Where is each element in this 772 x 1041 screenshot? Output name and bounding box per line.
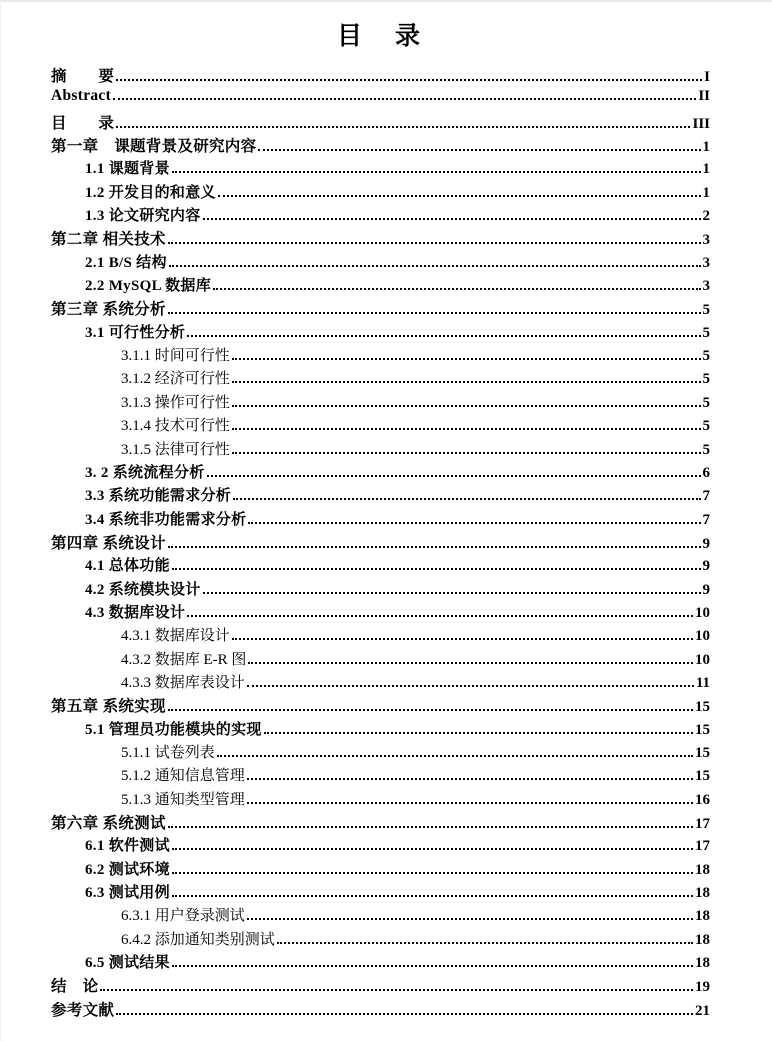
toc-entry-label: 6.2 测试环境 <box>85 861 170 878</box>
toc-entry-page: 17 <box>695 838 710 855</box>
toc-entry-label: 1.1 课题背景 <box>85 161 170 178</box>
toc-entry[interactable] <box>51 87 710 110</box>
dot-leader <box>187 615 693 617</box>
dot-leader <box>168 242 701 244</box>
dot-leader <box>168 826 693 828</box>
toc-entry[interactable] <box>51 111 710 134</box>
dot-leader <box>248 522 700 524</box>
dot-leader <box>100 989 693 991</box>
toc-entry-label: 5.1.1 试卷列表 <box>121 744 215 761</box>
toc-entry-page: 6 <box>702 464 710 481</box>
toc-entry[interactable] <box>51 251 710 274</box>
dot-leader <box>232 428 701 430</box>
dot-leader <box>264 732 693 734</box>
toc-entry[interactable] <box>51 64 710 87</box>
toc-entry-label: 5.1.2 通知信息管理 <box>121 768 245 785</box>
toc-entry-label: 3.1.2 经济可行性 <box>121 371 230 388</box>
toc-entry-label: 3.1.3 操作可行性 <box>121 394 230 411</box>
toc-entry-label: 第二章 相关技术 <box>51 231 166 249</box>
dot-leader <box>168 709 693 711</box>
toc-entry-label: 6.3 测试用例 <box>85 885 170 902</box>
toc-entry[interactable] <box>51 928 710 951</box>
toc-entry-label: 6.3.1 用户登录测试 <box>121 908 245 925</box>
toc-entry-label: 结 论 <box>51 978 99 996</box>
toc-entry-page: 18 <box>695 908 710 925</box>
toc-entry[interactable] <box>51 788 710 811</box>
dot-leader <box>258 149 700 151</box>
dot-leader <box>116 1013 693 1015</box>
toc-entry-page: 9 <box>702 535 710 552</box>
toc-entry[interactable] <box>51 157 710 180</box>
toc-entry-label: 5.1 管理员功能模块的实现 <box>85 721 262 738</box>
toc-entry-label: 4.3 数据库设计 <box>85 604 186 621</box>
toc-entry-page: 1 <box>702 161 710 178</box>
toc-entry[interactable] <box>51 951 710 974</box>
toc-entry-label: 第四章 系统设计 <box>51 534 166 552</box>
dot-leader <box>233 498 700 500</box>
toc-entry-page: 5 <box>702 441 710 458</box>
toc-entry-page: I <box>704 69 710 85</box>
toc-entry-page: 5 <box>702 418 710 435</box>
toc-entry-label: 2.2 MySQL 数据库 <box>85 278 211 295</box>
toc-entry-page: 7 <box>702 511 710 528</box>
toc-entry-label: 3.1.1 时间可行性 <box>121 348 230 365</box>
toc-entry[interactable] <box>51 811 710 834</box>
toc-page <box>1 2 772 1041</box>
dot-leader <box>232 405 701 407</box>
toc-entry[interactable] <box>51 134 710 157</box>
toc-entry-label: 3.1.5 法律可行性 <box>121 441 230 458</box>
toc-entry[interactable] <box>51 297 710 320</box>
toc-entry[interactable] <box>51 414 710 437</box>
toc-entry-label: 3.1.4 技术可行性 <box>121 418 230 435</box>
toc-entry-label: 6.1 软件测试 <box>85 838 170 855</box>
toc-entry[interactable] <box>51 321 710 344</box>
toc-entry-page: 10 <box>695 628 710 645</box>
toc-entry-page: 5 <box>702 348 710 365</box>
toc-entry-page: 18 <box>695 861 710 878</box>
toc-entry[interactable] <box>51 204 710 227</box>
toc-entry-page: 11 <box>695 674 710 691</box>
toc-entry-page: 18 <box>695 931 710 948</box>
toc-entry-page: 15 <box>695 699 710 716</box>
toc-entry-label: 第三章 系统分析 <box>51 301 166 319</box>
toc-entry[interactable] <box>51 367 710 390</box>
dot-leader <box>113 98 696 100</box>
toc-entry-page: 3 <box>702 254 710 271</box>
toc-entry-label: 6.4.2 添加通知类别测试 <box>121 931 275 948</box>
dot-leader <box>116 126 690 128</box>
toc-entry-page: 17 <box>695 816 710 832</box>
toc-entry-label: 4.2 系统模块设计 <box>85 581 201 598</box>
page-title: 目 录 <box>336 23 424 50</box>
toc-entry-label: Abstract <box>51 87 112 105</box>
toc-entry-label: 第五章 系统实现 <box>51 698 166 716</box>
toc-entry[interactable] <box>51 274 710 297</box>
toc-entry[interactable] <box>51 974 710 997</box>
dot-leader <box>172 171 701 173</box>
toc-entry-page: 9 <box>702 581 710 598</box>
toc-entry-page: 3 <box>702 278 710 295</box>
toc-entry-page: 3 <box>702 232 710 249</box>
toc-entry-page: 15 <box>695 744 710 761</box>
toc-entry-page: 15 <box>695 721 710 738</box>
dot-leader <box>168 546 701 548</box>
toc-entry-label: 1.3 论文研究内容 <box>85 208 201 225</box>
toc-entry-label: 6.5 测试结果 <box>85 955 170 972</box>
dot-leader <box>116 79 702 81</box>
dot-leader <box>247 918 693 920</box>
toc-entry-page: 5 <box>702 324 710 341</box>
toc-entry-page: 10 <box>695 651 710 668</box>
toc-entry-label: 4.3.1 数据库设计 <box>121 628 230 645</box>
toc-entry[interactable] <box>51 554 710 577</box>
toc-entry-label: 第一章 课题背景及研究内容 <box>51 138 257 156</box>
toc-entry-page: 10 <box>695 604 710 621</box>
dot-leader <box>207 475 701 477</box>
toc-entry[interactable] <box>51 227 710 250</box>
toc-entry-page: III <box>692 115 710 132</box>
toc-entry[interactable] <box>51 671 710 694</box>
toc-entry-label: 1.2 开发目的和意义 <box>85 184 216 201</box>
toc-entry-page: 21 <box>695 1002 710 1019</box>
toc-entry[interactable] <box>51 391 710 414</box>
toc-entry-label: 5.1.3 通知类型管理 <box>121 791 245 808</box>
dot-leader <box>247 802 693 804</box>
toc-entry-page: 5 <box>702 394 710 411</box>
toc-list <box>51 64 710 1021</box>
toc-entry-page: 15 <box>695 768 710 785</box>
dot-leader <box>172 872 693 874</box>
dot-leader <box>247 685 694 687</box>
toc-entry[interactable] <box>51 508 710 531</box>
dot-leader <box>218 195 701 197</box>
dot-leader <box>169 265 701 267</box>
toc-entry[interactable] <box>51 648 710 671</box>
toc-entry-page: 5 <box>702 302 710 319</box>
toc-entry-page: 7 <box>702 488 710 505</box>
dot-leader <box>232 452 701 454</box>
toc-entry-label: 摘 要 <box>51 68 115 85</box>
toc-entry-page: 5 <box>702 371 710 388</box>
dot-leader <box>213 288 701 290</box>
dot-leader <box>187 335 700 337</box>
toc-entry[interactable] <box>51 998 710 1021</box>
toc-entry-page: II <box>698 88 710 105</box>
dot-leader <box>172 895 693 897</box>
toc-entry-label: 2.1 B/S 结构 <box>85 254 167 271</box>
toc-entry-label: 第六章 系统测试 <box>51 815 166 832</box>
toc-entry[interactable] <box>51 741 710 764</box>
toc-entry[interactable] <box>51 438 710 461</box>
toc-entry[interactable] <box>51 624 710 647</box>
toc-entry-page: 2 <box>702 208 710 225</box>
dot-leader <box>172 848 693 850</box>
toc-entry-page: 18 <box>695 885 710 902</box>
dot-leader <box>277 942 693 944</box>
toc-entry[interactable] <box>51 531 710 554</box>
toc-entry-page: 1 <box>702 184 710 201</box>
dot-leader <box>232 358 701 360</box>
toc-entry[interactable] <box>51 764 710 787</box>
toc-entry[interactable] <box>51 601 710 624</box>
toc-entry-page: 9 <box>702 558 710 575</box>
toc-entry-label: 3. 2 系统流程分析 <box>85 464 205 481</box>
dot-leader <box>247 778 693 780</box>
toc-entry-page: 16 <box>695 791 710 808</box>
toc-entry[interactable] <box>51 904 710 927</box>
dot-leader <box>232 381 701 383</box>
toc-entry[interactable] <box>51 694 710 717</box>
toc-entry[interactable] <box>51 181 710 204</box>
toc-entry-label: 3.4 系统非功能需求分析 <box>85 511 247 528</box>
toc-entry-page: 19 <box>695 979 710 996</box>
toc-entry-label: 参考文献 <box>51 1001 115 1019</box>
toc-entry[interactable] <box>51 484 710 507</box>
toc-entry-label: 4.3.2 数据库 E-R 图 <box>121 651 247 668</box>
dot-leader <box>172 965 693 967</box>
toc-entry[interactable] <box>51 461 710 484</box>
dot-leader <box>203 218 701 220</box>
toc-entry-label: 4.1 总体功能 <box>85 558 170 575</box>
toc-entry[interactable] <box>51 718 710 741</box>
toc-entry-label: 目 录 <box>51 114 115 132</box>
dot-leader <box>248 662 693 664</box>
toc-entry-label: 3.1 可行性分析 <box>85 324 186 341</box>
toc-entry[interactable] <box>51 344 710 367</box>
toc-entry[interactable] <box>51 858 710 881</box>
toc-entry-page: 18 <box>695 955 710 972</box>
dot-leader <box>168 312 701 314</box>
toc-entry[interactable] <box>51 881 710 904</box>
dot-leader <box>217 755 693 757</box>
toc-entry[interactable] <box>51 578 710 601</box>
toc-entry[interactable] <box>51 834 710 857</box>
toc-entry-page: 1 <box>702 139 710 156</box>
dot-leader <box>203 592 701 594</box>
toc-entry-label: 3.3 系统功能需求分析 <box>85 488 232 505</box>
dot-leader <box>172 568 701 570</box>
toc-entry-label: 4.3.3 数据库表设计 <box>121 674 245 691</box>
dot-leader <box>232 638 693 640</box>
